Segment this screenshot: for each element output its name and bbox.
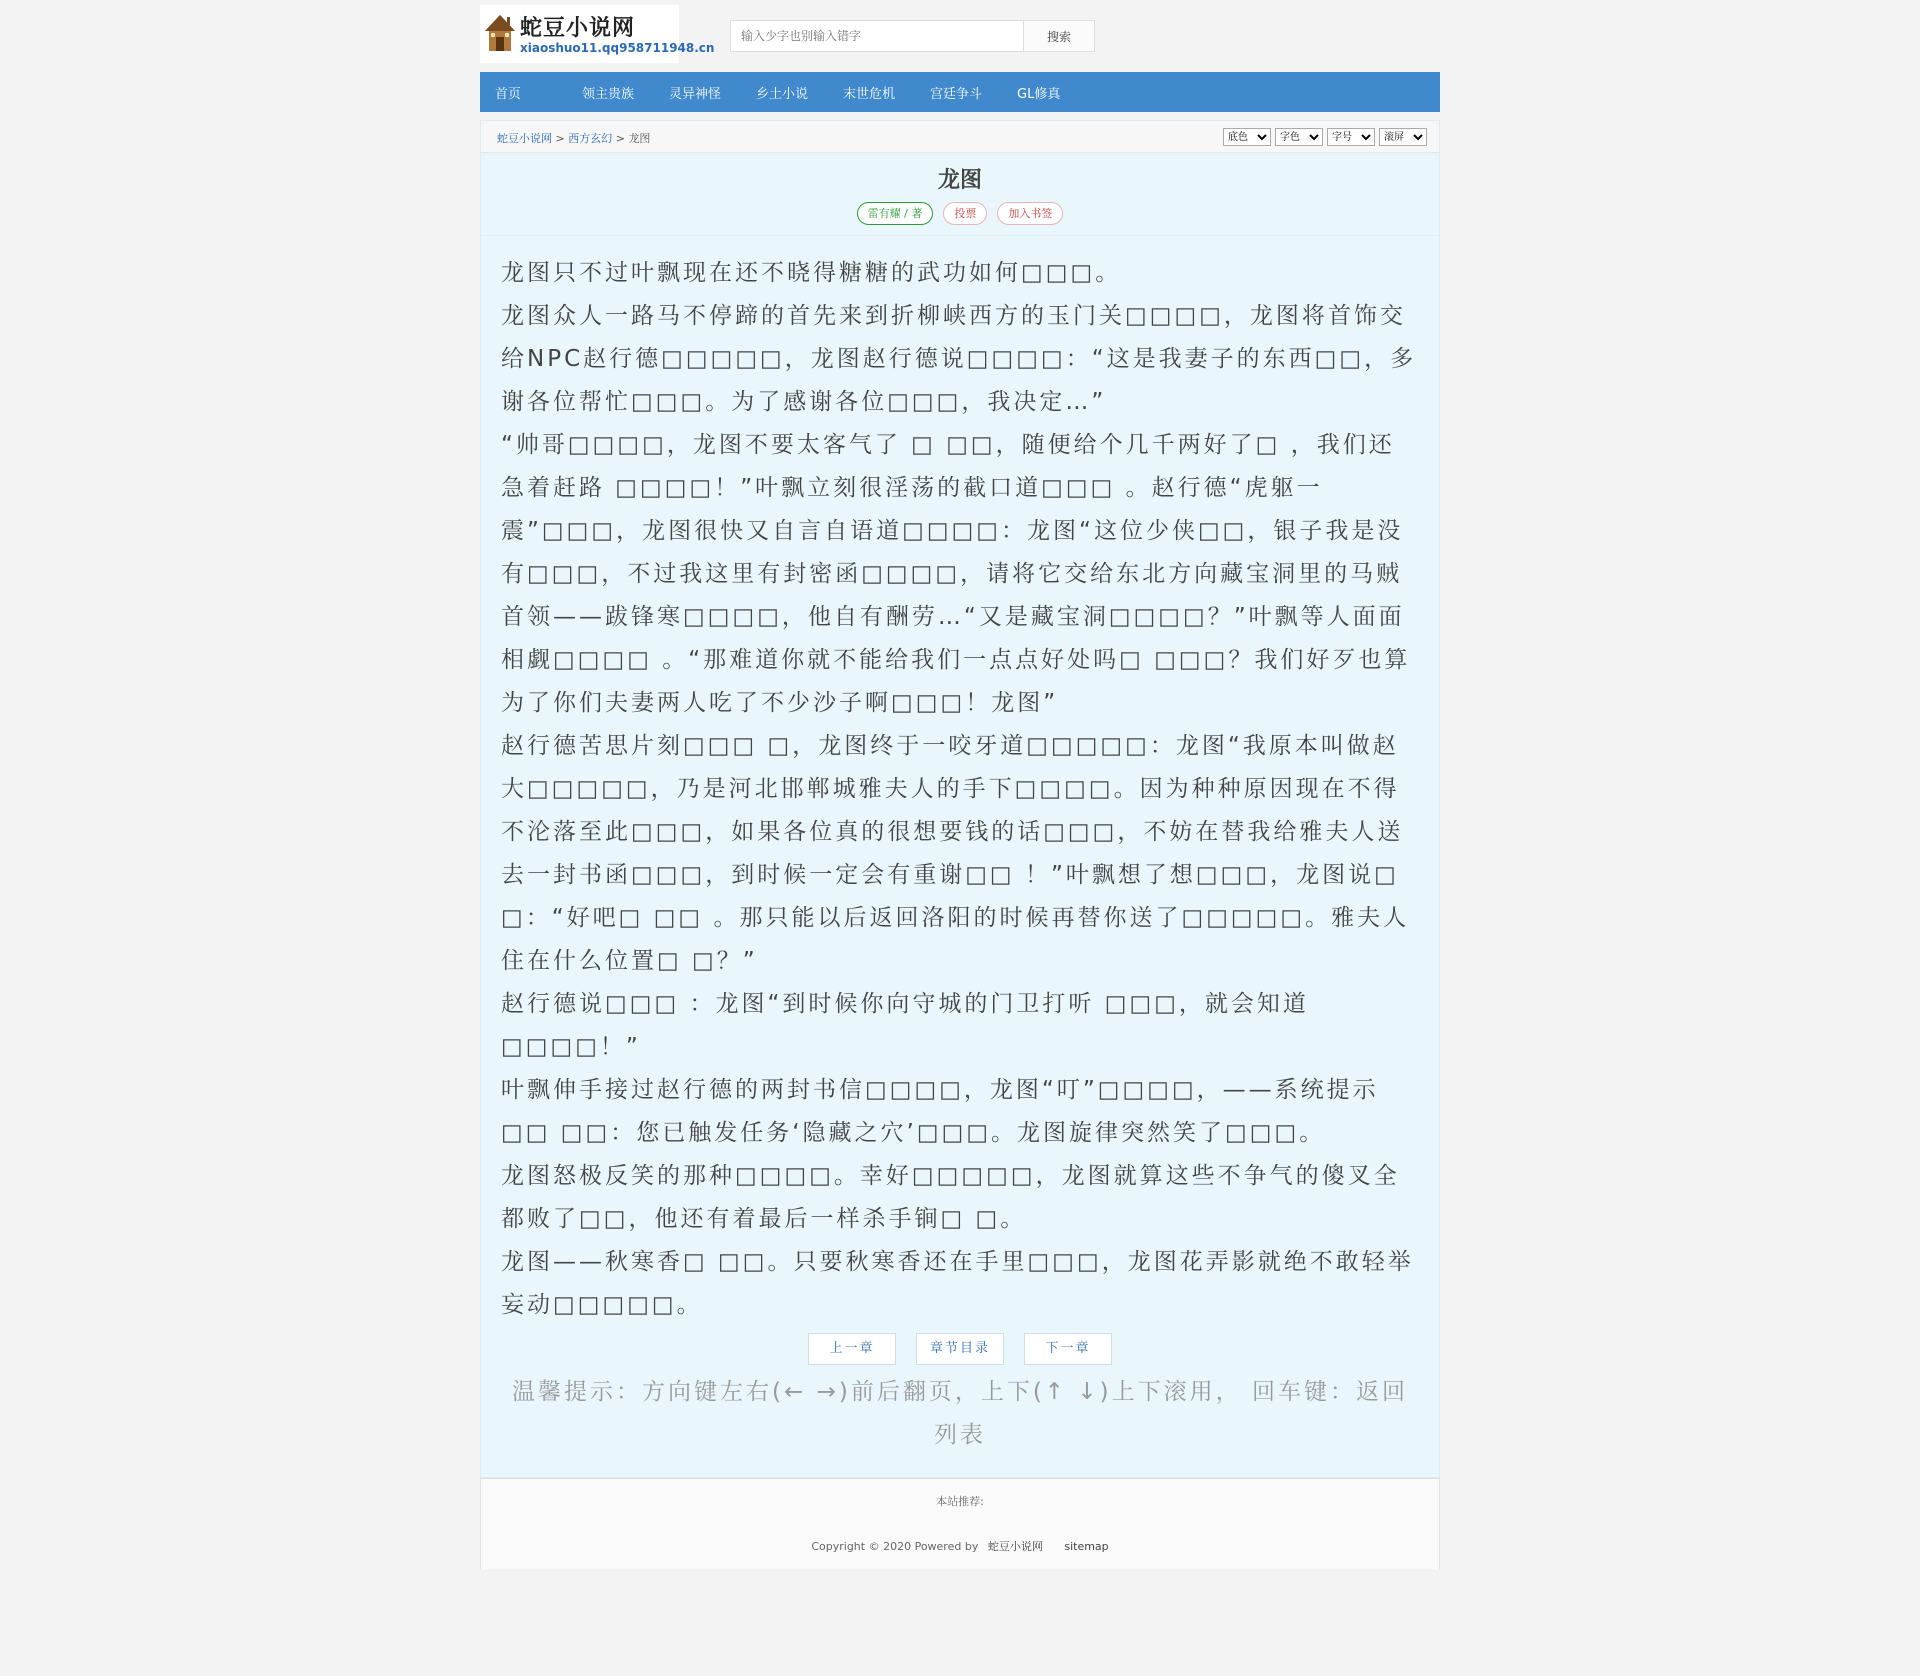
search-bar [730,20,1095,52]
site-logo[interactable] [480,5,715,63]
footer-recommend: 本站推荐: [936,1495,984,1508]
scroll-select[interactable] [1379,128,1427,146]
bg-color-select[interactable] [1223,128,1271,146]
font-color-select[interactable] [1275,128,1323,146]
breadcrumb-home[interactable]: 蛇豆小说网 [497,132,552,145]
chapter-pager [481,1333,1439,1365]
paragraph: 叶飘伸手接过赵行德的两封书信□□□□，龙图“叮”□□□□，——系统提示□□ □□：您已触发任务‘隐藏之穴’□□□。龙图旋律突然笑了□□□。 [501,1077,1379,1146]
content-box [480,120,1440,1478]
font-size-select[interactable] [1327,128,1375,146]
breadcrumb-sep: > [615,132,625,145]
site-name: 蛇豆小说网 [520,16,636,41]
house-icon [483,11,517,55]
author-tag[interactable]: 雷有耀 / 著 [857,202,934,225]
paragraph: 龙图怒极反笑的那种□□□□。幸好□□□□□，龙图就算这些不争气的傻叉全都败了□□，他还有着最后一样杀手锏□ □。 [501,1163,1400,1232]
breadcrumb-sep: > [555,132,565,145]
breadcrumb [497,130,650,146]
keyboard-tip: 温馨提示：方向键左右(← →)前后翻页，上下(↑ ↓)上下滚用， 回车键：返回列表 [512,1379,1408,1448]
footer [480,1478,1440,1569]
paragraph: 龙图只不过叶飘现在还不晓得糖糖的武功如何□□□。 [501,260,1122,286]
search-input[interactable] [730,20,1023,52]
next-chapter-button[interactable]: 下一章 [1024,1333,1112,1365]
paragraph: 赵行德苦思片刻□□□ □，龙图终于一咬牙道□□□□□：龙图“我原本叫做赵大□□□□□，乃是河北邯郸城雅夫人的手下□□□□。因为种种原因现在不得不沦落至此□□□，如果各位真的很想要钱的话□□□，不妨在替我给雅夫人送去一封书函□□□，到时候一定会有重谢□□ ！”叶飘想了想□□□，龙图说□ □：“好吧□ □□ 。那只能以后返回洛阳的时候再替你送了□□□□□。雅夫人住在什么位置□ □？” [501,733,1410,974]
nav-item-lords[interactable]: 领主贵族 [582,86,635,102]
nav-item-apocalypse[interactable]: 末世危机 [843,86,896,102]
nav-item-home[interactable]: 首页 [495,86,522,102]
book-meta [481,202,1439,236]
book-title: 龙图 [937,168,982,193]
prev-chapter-button[interactable]: 上一章 [808,1333,896,1365]
search-button[interactable]: 搜索 [1023,20,1095,52]
nav-item-rural[interactable]: 乡土小说 [756,86,809,102]
breadcrumb-category[interactable]: 西方玄幻 [568,132,613,145]
paragraph: 龙图众人一路马不停蹄的首先来到折柳峡西方的玉门关□□□□，龙图将首饰交给NPC赵行德□□□□□，龙图赵行德说□□□□：“这是我妻子的东西□□，多谢各位帮忙□□□。为了感谢各位□□□，我决定…” [501,303,1417,415]
paragraph: “帅哥□□□□，龙图不要太客气了 □ □□，随便给个几千两好了□ ，我们还急着赶路 □□□□！”叶飘立刻很淫荡的截口道□□□ 。赵行德“虎躯一震”□□□，龙图很快又自言自语道□□□□：龙图“这位少侠□□，银子我是没有□□□，不过我这里有封密函□□□□，请将它交给东北方向藏宝洞里的马贼首领——跋锋寒□□□□，他自有酬劳…“又是藏宝洞□□□□？”叶飘等人面面相觑□□□□ 。“那难道你就不能给我们一点点好处吗□ □□□？我们好歹也算为了你们夫妻两人吃了不少沙子啊□□□！龙图” [501,432,1411,716]
toc-button[interactable]: 章节目录 [916,1333,1004,1365]
chapter-text [481,236,1439,1327]
paragraph: 赵行德说□□□ ：龙图“到时候你向守城的门卫打听 □□□，就会知道□□□□！” [501,991,1309,1060]
reader-settings [1223,128,1427,146]
footer-site-link[interactable]: 蛇豆小说网 [987,1540,1043,1553]
bookmark-button[interactable]: 加入书签 [997,202,1063,225]
page [480,0,1440,1569]
nav-item-supernatural[interactable]: 灵异神怪 [669,86,722,102]
paragraph: 龙图——秋寒香□ □□。只要秋寒香还在手里□□□，龙图花弄影就绝不敢轻举妄动□□□□□。 [501,1249,1414,1318]
nav-item-gl[interactable]: GL修真 [1017,86,1061,102]
header [480,0,1440,72]
vote-button[interactable]: 投票 [943,202,987,225]
footer-copyright [481,1538,1439,1554]
nav-item-palace[interactable]: 宫廷争斗 [930,86,983,102]
site-domain: xiaoshuo11.qq958711948.cn [520,41,715,55]
breadcrumb-current: 龙图 [628,132,651,145]
reader-toolbar [481,121,1439,153]
sitemap-link[interactable]: sitemap [1064,1540,1109,1553]
copyright-text: Copyright © 2020 Powered by [811,1540,979,1553]
main-nav [480,72,1440,112]
